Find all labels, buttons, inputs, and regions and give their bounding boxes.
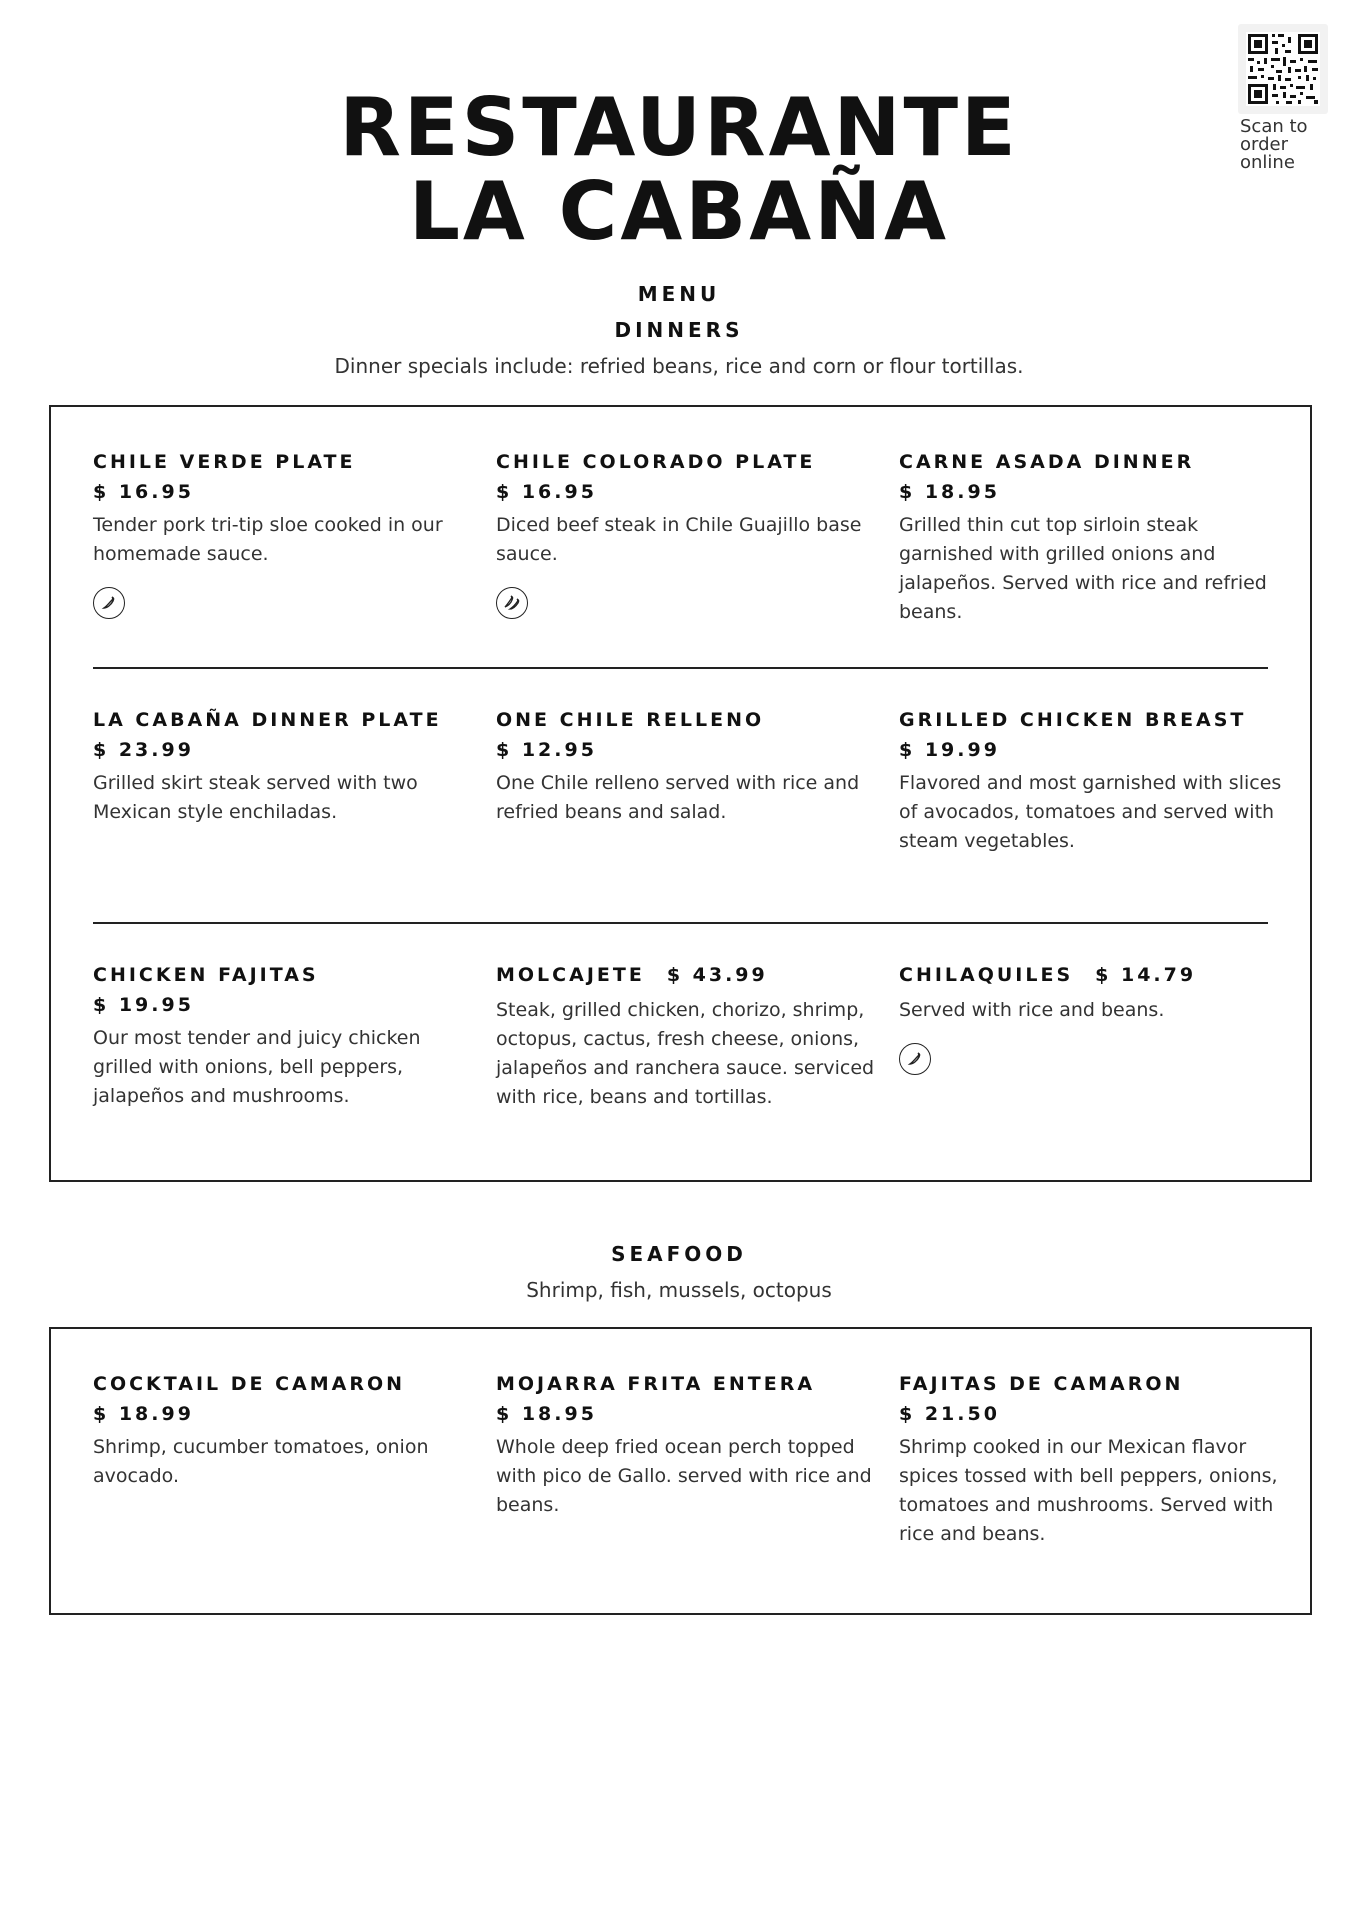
menu-item [93, 449, 496, 627]
item-name: ONE CHILE RELLENO [496, 709, 765, 731]
item-price: $ 18.95 [899, 481, 1000, 503]
seafood-box [49, 1327, 1312, 1615]
item-name: CARNE ASADA DINNER [899, 451, 1195, 473]
item-description: Served with rice and beans. [899, 999, 1165, 1021]
item-name [496, 962, 899, 988]
item-description: Shrimp, cucumber tomatoes, onion avocado. [93, 1436, 429, 1487]
dinners-subtitle: Dinner specials include: refried beans, rice and corn or flour tortillas. [334, 354, 1024, 378]
menu-item [93, 1371, 496, 1549]
dinners-box [49, 405, 1312, 1182]
two-chili-icon [496, 587, 528, 619]
dinners-row-1 [93, 449, 1268, 627]
item-name: COCKTAIL DE CAMARON [93, 1373, 406, 1395]
qr-caption: Scan to order online [1240, 116, 1308, 173]
item-price: $ 16.95 [496, 481, 597, 503]
item-price: $ 21.50 [899, 1403, 1000, 1425]
menu-item [496, 962, 899, 1112]
item-name: LA CABAÑA DINNER PLATE [93, 709, 442, 731]
title-line-1: RESTAURANTE [339, 81, 1019, 174]
chili-icon [899, 1043, 931, 1075]
item-price: $ 18.99 [93, 1403, 194, 1425]
dinners-row-3 [93, 962, 1268, 1112]
menu-item [496, 707, 899, 856]
menu-item [899, 962, 1302, 1112]
restaurant-title [0, 81, 1358, 258]
menu-item [93, 707, 496, 856]
divider [93, 922, 1268, 924]
menu-item [496, 449, 899, 627]
menu-item [496, 1371, 899, 1549]
item-name: CHILE VERDE PLATE [93, 451, 356, 473]
item-price: $ 18.95 [496, 1403, 597, 1425]
divider [93, 667, 1268, 669]
item-name: CHILE COLORADO PLATE [496, 451, 816, 473]
item-price: $ 16.95 [93, 481, 194, 503]
item-description: Whole deep fried ocean perch topped with pico de Gallo. served with rice and beans. [496, 1436, 872, 1516]
item-name-text: MOLCAJETE [496, 964, 645, 986]
seafood-row [93, 1371, 1278, 1549]
item-price: $ 14.79 [1095, 964, 1197, 986]
item-name: CHICKEN FAJITAS [93, 964, 319, 986]
item-description: Flavored and most garnished with slices of avocados, tomatoes and served with steam vegetables. [899, 772, 1282, 852]
seafood-subtitle: Shrimp, fish, mussels, octopus [526, 1278, 832, 1302]
item-description: Tender pork tri-tip sloe cooked in our homemade sauce. [93, 514, 443, 565]
chili-icon [93, 587, 125, 619]
item-name: FAJITAS DE CAMARON [899, 1373, 1184, 1395]
item-name: GRILLED CHICKEN BREAST [899, 709, 1247, 731]
item-name-text: CHILAQUILES [899, 964, 1074, 986]
item-description: Shrimp cooked in our Mexican flavor spices tossed with bell peppers, onions, tomatoes and mushrooms. Served with rice and beans. [899, 1436, 1278, 1545]
item-name [899, 962, 1302, 988]
menu-item [93, 962, 496, 1112]
menu-item [899, 1371, 1302, 1549]
item-price: $ 43.99 [666, 964, 768, 986]
item-description: One Chile relleno served with rice and refried beans and salad. [496, 772, 860, 823]
seafood-heading: SEAFOOD [611, 1242, 747, 1266]
item-price: $ 19.99 [899, 739, 1000, 761]
item-description: Steak, grilled chicken, chorizo, shrimp, octopus, cactus, fresh cheese, onions, jalapeños and ranchera sauce. serviced with rice, beans and tortillas. [496, 999, 875, 1108]
item-price: $ 12.95 [496, 739, 597, 761]
item-price: $ 23.99 [93, 739, 194, 761]
item-description: Our most tender and juicy chicken grilled with onions, bell peppers, jalapeños and mushrooms. [93, 1027, 421, 1107]
item-description: Grilled skirt steak served with two Mexican style enchiladas. [93, 772, 418, 823]
dinners-heading: DINNERS [614, 318, 744, 342]
dinners-row-2 [93, 707, 1282, 856]
menu-item [899, 449, 1302, 627]
item-price: $ 19.95 [93, 994, 194, 1016]
item-description: Diced beef steak in Chile Guajillo base sauce. [496, 514, 862, 565]
menu-label: MENU [637, 282, 721, 306]
menu-item [899, 707, 1302, 856]
title-line-2: LA CABAÑA [408, 165, 950, 258]
item-description: Grilled thin cut top sirloin steak garnished with grilled onions and jalapeños. Served with rice and refried beans. [899, 514, 1267, 623]
item-name: MOJARRA FRITA ENTERA [496, 1373, 816, 1395]
